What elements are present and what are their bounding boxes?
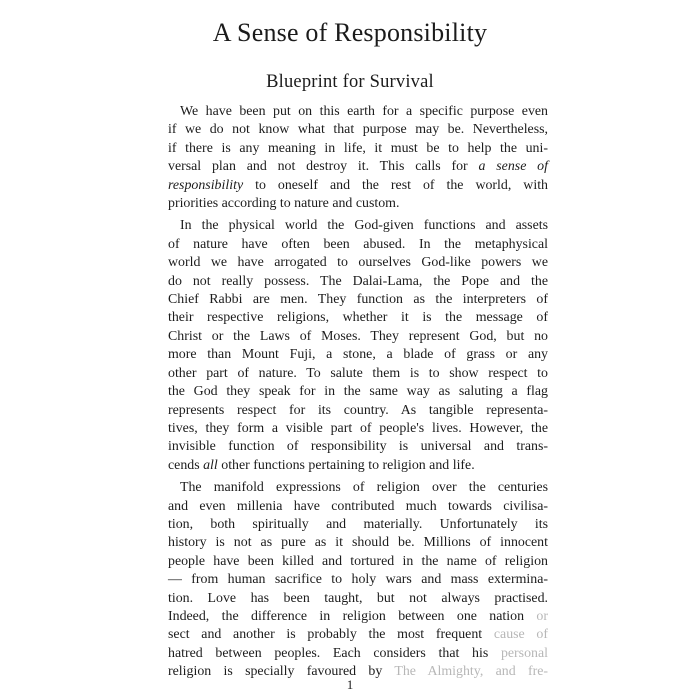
text-line: cends all other functions pertaining to religion and life. — [168, 457, 475, 473]
faded-text: cause of — [493, 627, 548, 643]
section-title: Blueprint for Survival — [266, 72, 434, 92]
chapter-title: A Sense of Responsibility — [212, 18, 488, 47]
text-line: The manifold expressions of religion over the centuries — [180, 480, 548, 496]
text-line: invisible function of responsibility is universal and trans- — [168, 439, 548, 455]
text-line: priorities according to nature and custom. — [168, 196, 400, 212]
text-line: if we do not know what that purpose may be. Nevertheless, — [168, 122, 548, 138]
text-line: more than Mount Fuji, a stone, a blade of grass or any — [168, 347, 548, 363]
text-line: history is not as pure as it should be. Millions of innocent — [168, 535, 548, 551]
text-line: tives, they form a visible part of people's lives. However, the — [168, 420, 548, 436]
text-line: tion, both spiritually and materially. Unfortunately its — [168, 516, 548, 532]
faded-text: personal — [500, 645, 548, 661]
text-line: do not really possess. The Dalai-Lama, the Pope and the — [168, 273, 548, 289]
text-line: tion. Love has been taught, but not always practised. — [168, 590, 548, 606]
text-line: Christ or the Laws of Moses. They represent God, but no — [168, 328, 548, 344]
text-line: world we have arrogated to ourselves God-like powers we — [168, 255, 548, 271]
text-line: and even millenia have contributed much towards civilisa- — [168, 498, 548, 514]
text-line: of nature have often been abused. In the metaphysical — [168, 236, 548, 252]
paragraph — [168, 479, 548, 681]
paragraph — [168, 217, 548, 475]
text-line: represents respect for its country. As tangible representa- — [168, 402, 548, 418]
text-line: if there is any meaning in life, it must be to help the uni- — [168, 140, 548, 156]
text-line: We have been put on this earth for a specific purpose even — [180, 104, 548, 119]
faded-text: or — [536, 608, 548, 624]
emphasis: responsibility — [168, 177, 244, 193]
text-line: versal plan and not destroy it. This calls for a sense of — [168, 159, 548, 175]
body-text — [168, 103, 548, 682]
text-line: sect and another is probably the most frequent cause of — [168, 627, 548, 643]
text-line: other part of nature. To salute them is to show respect to — [168, 365, 548, 381]
text-line: — from human sacrifice to holy wars and mass extermina- — [168, 572, 548, 588]
text-line: hatred between peoples. Each considers that his personal — [168, 645, 548, 661]
text-line: responsibility to oneself and the rest of the world, with — [168, 177, 548, 193]
text-line: people have been killed and tortured in the name of religion — [168, 553, 548, 569]
text-line: In the physical world the God-given functions and assets — [180, 218, 548, 234]
faded-text: The Almighty, and fre- — [394, 664, 548, 680]
emphasis: a sense of — [478, 159, 548, 175]
text-line: their respective religions, whether it is the message of — [168, 310, 548, 326]
text-line: Chief Rabbi are men. They function as the interpreters of — [168, 292, 548, 308]
text-line: the God they speak for in the same way as saluting a flag — [168, 384, 548, 400]
paragraph — [168, 103, 548, 213]
text-line: Indeed, the difference in religion between one nation or — [168, 608, 548, 624]
text-line: religion is specially favoured by The Almighty, and fre- — [168, 664, 548, 680]
emphasis: all — [203, 457, 218, 473]
page-number: 1 — [346, 677, 354, 692]
